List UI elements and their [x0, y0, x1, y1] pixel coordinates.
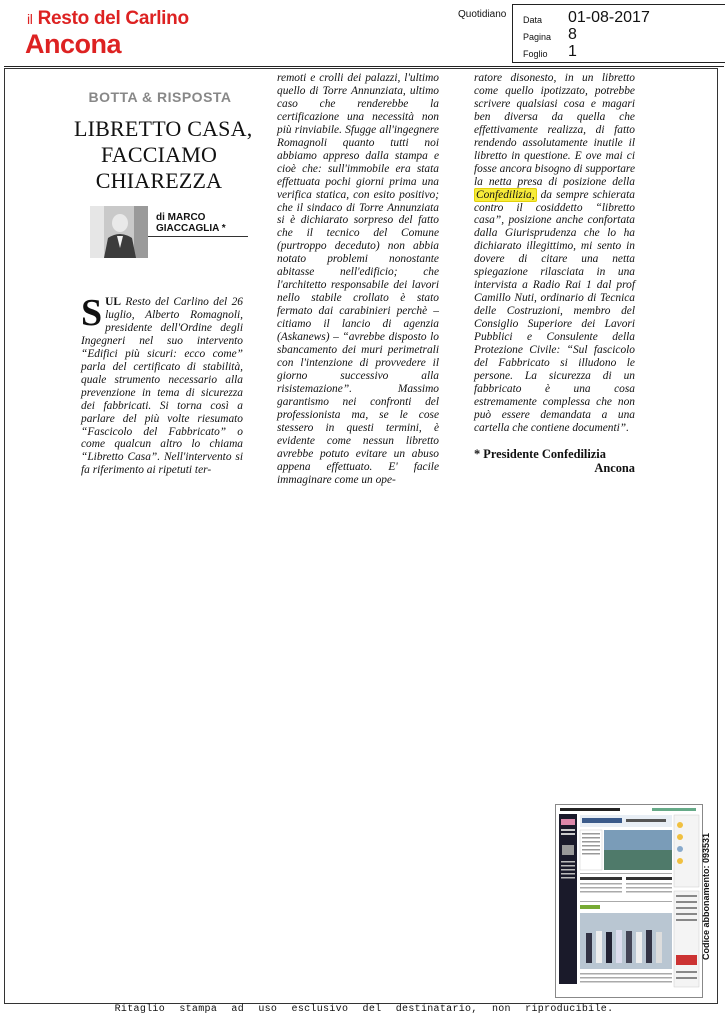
logo-city: Ancona	[25, 29, 122, 59]
meta-row-sheet	[523, 45, 719, 61]
publication-meta-box	[512, 4, 725, 63]
newspaper-logo: il Resto del Carlino	[27, 8, 189, 29]
meta-value: 8	[568, 26, 577, 43]
byline-line: di MARCO	[156, 212, 206, 223]
logo-name: Resto del Carlino	[37, 8, 189, 29]
header-divider	[4, 66, 724, 67]
headline-line: FACCIAMO	[100, 142, 218, 167]
headline-line: LIBRETTO CASA,	[74, 116, 253, 141]
clipping-footer-notice: Ritaglio stampa ad uso esclusivo del destinatario, non riproducibile.	[114, 1004, 614, 1015]
subscription-code: Codice abbonamento: 093531	[701, 832, 711, 960]
author-signature	[474, 447, 635, 475]
column-text: da sempre schierata contro il cosiddetto “libretto casa”, posizione anche confortata dalla Giurisprudenza che lo ha dichiarato illegittimo, mi sento in dovere di citare una netta spiegazione rilasciata in una intervista a Radio Rai 1 dal prof Camillo Nuti, ordinario di Tecnica delle Costruzioni, membro del Consiglio Superiore dei Lavori Pubblici e Consulente della Protezione Civile: “Sul fascicolo del Fabbricato si illudono le persone. La sicurezza di un fabbricato è una cosa estremamente complessa che non può essere demandata a una cartella che contiene documenti”.	[474, 188, 635, 434]
lead-bold: UL	[105, 296, 121, 308]
meta-value: 01-08-2017	[568, 9, 650, 26]
signature-title: * Presidente Confedilizia	[474, 447, 606, 461]
publication-type: Quotidiano	[458, 9, 507, 20]
meta-value: 1	[568, 43, 577, 60]
signature-location: Ancona	[594, 461, 635, 475]
article-column-2	[277, 72, 439, 487]
article-column-1	[81, 292, 243, 477]
column-text: remoti e crolli dei palazzi, l'ultimo quello di Torre Annunziata, ultimo caso che renderebbe la certificazione una necessità non più rinviabile. Sfugge all'ingegnere Romagnoli quanto tutti noi abbiamo appreso dalla stampa e cioè che: sull'immobile era stata effettuata pochi giorni prima una verifica statica, con esito positivo; che il sindaco di Torre Annunziata si è dichiarato sorpreso del fatto che il tecnico del Comune (purtroppo deceduto) non abbia notato problemi nonostante abitasse nell'edificio; che l'architetto responsabile dei lavori nello stabile crollato è stato fermato dai carabinieri perchè – citiamo il lancio di agenzia (Askanews) – “avrebbe disposto lo sbancamento dei muri perimetrali con l'intenzione di provvedere il giorno successivo alla risistemazione”. Massimo garantismo nei confronti del professionista ma, se le cose stessero in questi termini, è evidente come nessun libretto avrebbe potuto evitare un abuso appena effettuato. E' facile immaginare come un ope-	[277, 72, 439, 486]
meta-label: Foglio	[523, 49, 548, 59]
drop-cap: S	[81, 292, 103, 334]
highlighted-keyword: Confedilizia,	[476, 188, 535, 201]
page-thumbnail	[555, 804, 703, 998]
meta-row-date	[523, 11, 719, 27]
byline-line: GIACCAGLIA *	[156, 223, 226, 234]
article-column-3	[474, 72, 635, 435]
meta-label: Data	[523, 15, 543, 25]
byline-divider	[148, 236, 248, 237]
meta-row-page	[523, 28, 719, 44]
column-text: ratore disonesto, in un libretto come quello ipotizzato, potrebbe scrivere qualsiasi cosa e magari ben diversa da quella che effettivamente realizza, di fatto rendendo assolutamente inutile il libretto in questione. E ove mai ci fosse ancora bisogno di supportare la netta presa di posizione della	[474, 72, 635, 188]
column-text: Resto del Carlino del 26 luglio, Alberto Romagnoli, presidente dell'Ordine degli Ingegneri nel suo intervento “Edifici più sicuri: ecco come” parla del certificato di stabilità, quale strumento necessario alla prevenzione in tema di sicurezza dei fabbricati. Si torna così a parlare del più volte riesumato “Fascicolo del Fabbricato” o come qualcun altro lo chiama “Libretto Casa”. Nell'intervento si fa riferimento ai ripetuti ter-	[81, 296, 243, 477]
article-headline	[74, 116, 253, 194]
meta-label: Pagina	[523, 32, 552, 42]
byline	[156, 212, 248, 234]
article-kicker: BOTTA & RISPOSTA	[88, 89, 232, 105]
headline-line: CHIAREZZA	[95, 168, 223, 193]
author-photo	[90, 206, 148, 258]
